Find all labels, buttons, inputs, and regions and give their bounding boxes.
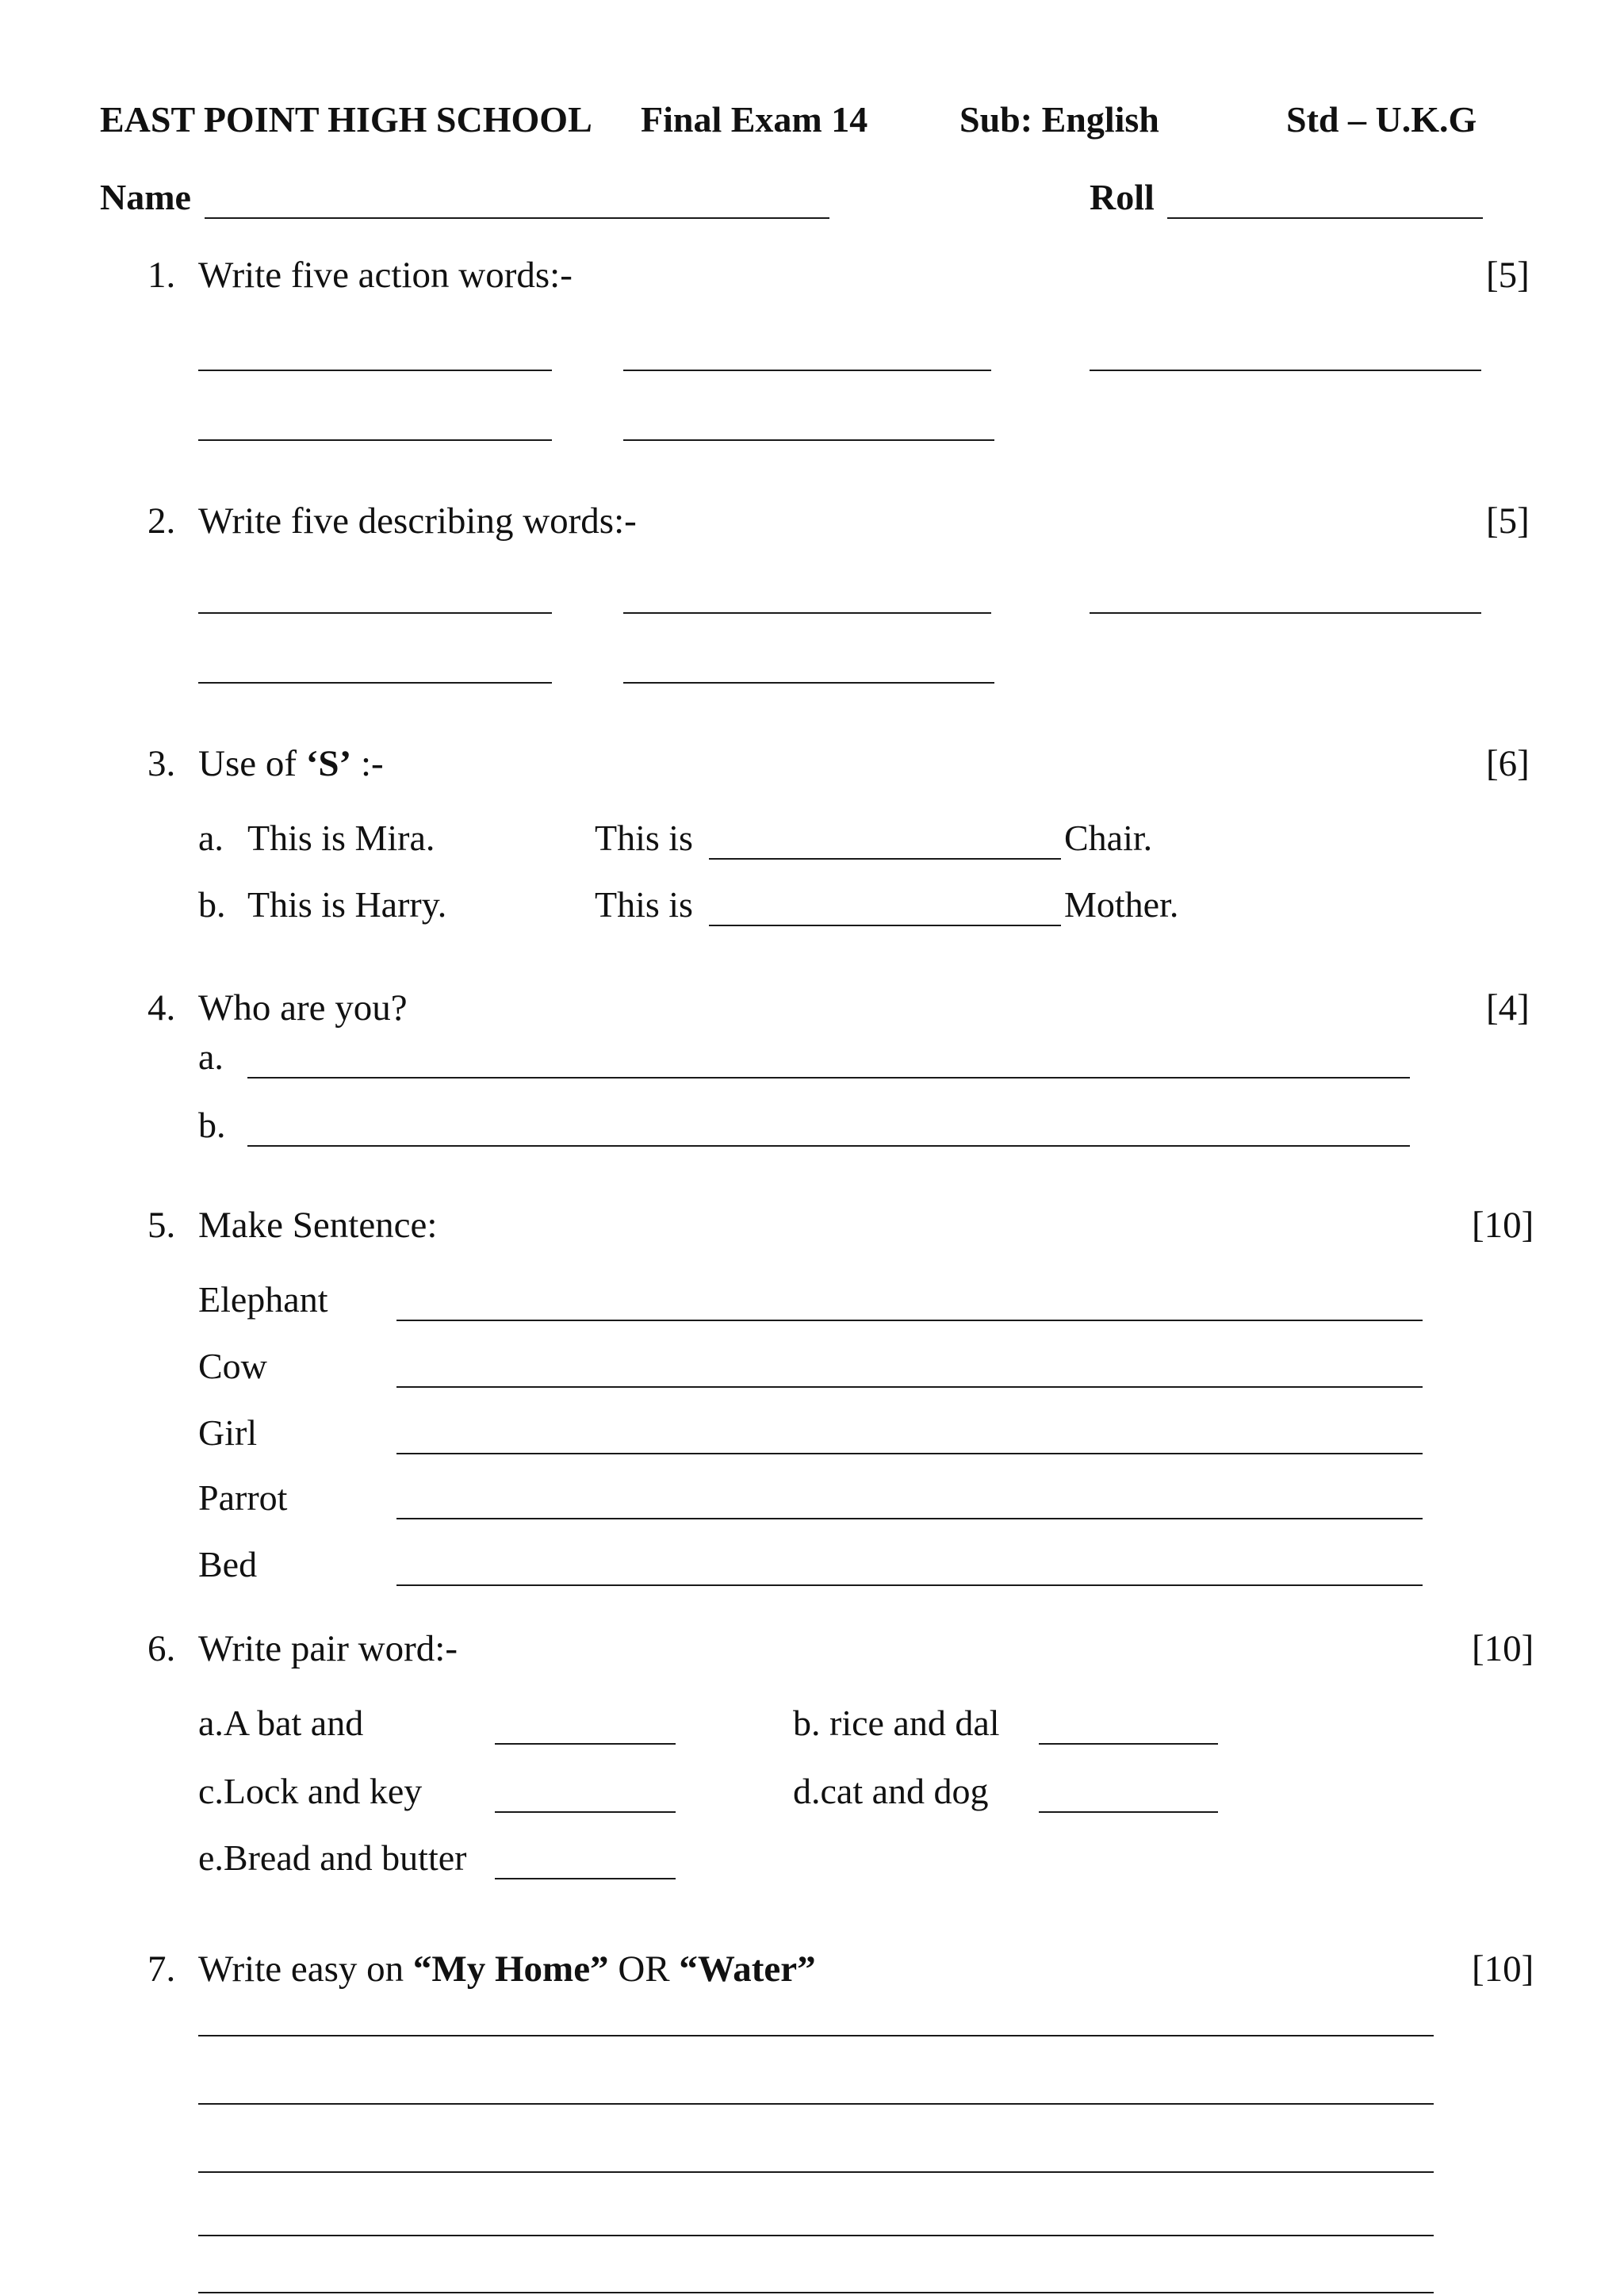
q3-text-prefix: Use of	[198, 743, 306, 784]
q1-answer-line[interactable]	[198, 370, 552, 371]
q3-text	[198, 742, 384, 785]
q7-topic-2: “Water”	[679, 1948, 816, 1990]
q5-answer-line[interactable]	[396, 1386, 1423, 1388]
q2-text: Write five describing words:-	[198, 500, 637, 542]
school-name: EAST POINT HIGH SCHOOL	[100, 99, 592, 140]
q6-answer-line[interactable]	[495, 1811, 676, 1813]
exam-title: Final Exam 14	[641, 99, 868, 140]
q5-word: Girl	[198, 1412, 258, 1453]
q6-item: d.cat and dog	[793, 1771, 989, 1811]
q5-answer-line[interactable]	[396, 1320, 1423, 1321]
q5-word: Bed	[198, 1544, 258, 1584]
q4-text: Who are you?	[198, 987, 408, 1029]
q1-answer-line[interactable]	[623, 439, 994, 441]
q7-text	[198, 1948, 816, 1990]
q1-text: Write five action words:-	[198, 255, 573, 296]
q3-text-suffix: :-	[351, 743, 384, 784]
q1-answer-line[interactable]	[1090, 370, 1481, 371]
q5-answer-line[interactable]	[396, 1453, 1423, 1454]
q4-answer-line[interactable]	[247, 1145, 1410, 1147]
q3-row-given: This is Harry.	[247, 884, 447, 925]
q7-topic-1: “My Home”	[412, 1948, 609, 1990]
q7-answer-line[interactable]	[198, 2103, 1434, 2105]
name-label: Name	[100, 177, 191, 217]
q3-text-bold: ‘S’	[305, 743, 352, 784]
q2-answer-line[interactable]	[623, 682, 994, 684]
q3-row-letter: b.	[198, 884, 226, 925]
q1-answer-line[interactable]	[623, 370, 991, 371]
q4-letter: b.	[198, 1105, 226, 1145]
q5-word: Parrot	[198, 1477, 288, 1518]
q3-row-after: Mother.	[1064, 884, 1179, 925]
q7-or: OR	[608, 1948, 680, 1990]
q6-item: c.Lock and key	[198, 1771, 423, 1811]
q7-text-prefix: Write easy on	[198, 1948, 413, 1990]
q6-text: Write pair word:-	[198, 1628, 458, 1669]
q6-item: a.A bat and	[198, 1703, 364, 1743]
q6-number: 6.	[147, 1628, 176, 1669]
q7-marks: [10]	[1472, 1948, 1534, 1990]
subject-label: Sub: English	[959, 99, 1159, 140]
roll-label: Roll	[1090, 177, 1155, 217]
q6-answer-line[interactable]	[1039, 1743, 1218, 1745]
q4-number: 4.	[147, 987, 176, 1029]
q2-answer-line[interactable]	[623, 612, 991, 614]
q3-number: 3.	[147, 743, 176, 784]
q5-word: Cow	[198, 1346, 267, 1386]
name-field-line[interactable]	[205, 217, 829, 219]
q3-row-prompt: This is	[595, 818, 693, 858]
q6-marks: [10]	[1472, 1628, 1534, 1669]
q3-answer-line[interactable]	[709, 858, 1061, 860]
q3-row-after: Chair.	[1064, 818, 1153, 858]
q3-row-prompt: This is	[595, 884, 693, 925]
q4-letter: a.	[198, 1036, 224, 1077]
standard-label: Std – U.K.G	[1286, 99, 1477, 140]
q2-answer-line[interactable]	[198, 682, 552, 684]
q3-row-given: This is Mira.	[247, 818, 435, 858]
q5-text: Make Sentence:	[198, 1205, 438, 1246]
q2-answer-line[interactable]	[1090, 612, 1481, 614]
q7-answer-line[interactable]	[198, 2292, 1434, 2293]
q5-word: Elephant	[198, 1279, 328, 1320]
q3-marks: [6]	[1486, 743, 1530, 784]
q1-marks: [5]	[1486, 255, 1530, 296]
roll-field-line[interactable]	[1167, 217, 1483, 219]
q3-row-letter: a.	[198, 818, 224, 858]
q5-marks: [10]	[1472, 1205, 1534, 1246]
q2-marks: [5]	[1486, 500, 1530, 542]
q5-answer-line[interactable]	[396, 1518, 1423, 1519]
q6-answer-line[interactable]	[1039, 1811, 1218, 1813]
q7-number: 7.	[147, 1948, 176, 1990]
q2-number: 2.	[147, 500, 176, 542]
q4-answer-line[interactable]	[247, 1077, 1410, 1079]
q5-number: 5.	[147, 1205, 176, 1246]
q6-answer-line[interactable]	[495, 1878, 676, 1879]
q1-number: 1.	[147, 255, 176, 296]
q3-answer-line[interactable]	[709, 925, 1061, 926]
q7-answer-line[interactable]	[198, 2035, 1434, 2036]
q4-marks: [4]	[1486, 987, 1530, 1029]
q6-answer-line[interactable]	[495, 1743, 676, 1745]
q5-answer-line[interactable]	[396, 1584, 1423, 1586]
q6-item: e.Bread and butter	[198, 1837, 467, 1878]
q2-answer-line[interactable]	[198, 612, 552, 614]
q7-answer-line[interactable]	[198, 2235, 1434, 2236]
q6-item: b. rice and dal	[793, 1703, 1000, 1743]
q1-answer-line[interactable]	[198, 439, 552, 441]
q7-answer-line[interactable]	[198, 2171, 1434, 2173]
